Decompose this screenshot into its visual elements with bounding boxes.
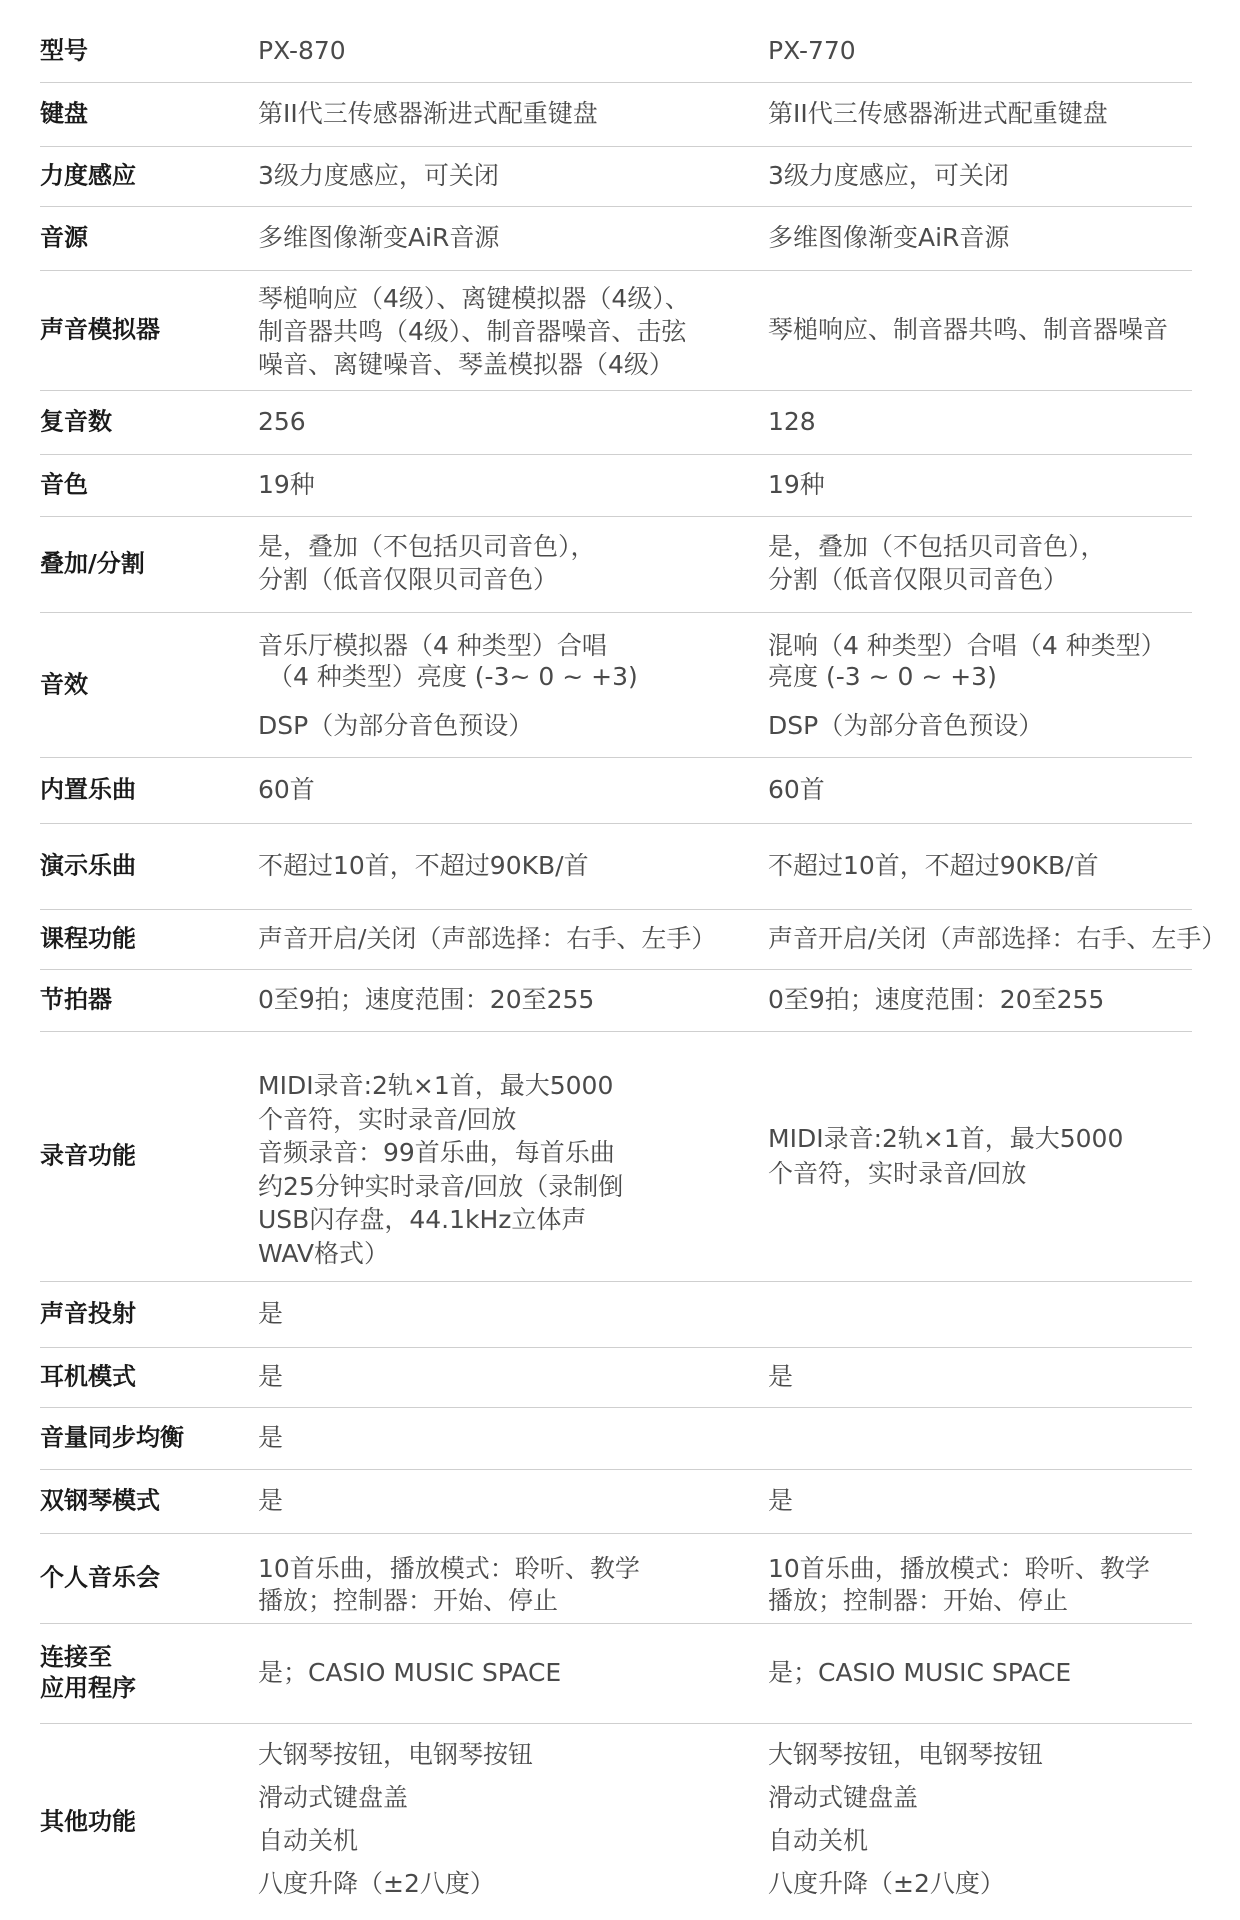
row-label: 演示乐曲 bbox=[40, 851, 136, 880]
px770-value bbox=[768, 984, 1240, 1016]
value-line: 256 bbox=[258, 407, 306, 436]
value-line: 是 bbox=[768, 1362, 794, 1391]
px770-value bbox=[768, 1553, 1240, 1617]
row-label: 录音功能 bbox=[40, 1141, 136, 1170]
value-line: 是 bbox=[258, 1299, 284, 1328]
row-label: 课程功能 bbox=[40, 924, 136, 953]
px870-value bbox=[258, 160, 748, 192]
px770-value bbox=[768, 1121, 1240, 1191]
px770-value bbox=[768, 314, 1240, 346]
value-line: 3级力度感应，可关闭 bbox=[258, 161, 499, 190]
row-label: 力度感应 bbox=[40, 161, 136, 190]
value-line: 制音器共鸣（4级）、制音器噪音、击弦 bbox=[258, 317, 687, 346]
row-label: 键盘 bbox=[40, 99, 88, 128]
value-line: 多维图像渐变AiR音源 bbox=[768, 223, 1010, 252]
value-line: WAV格式） bbox=[258, 1238, 389, 1268]
value-line: 128 bbox=[768, 407, 816, 436]
px770-value bbox=[768, 774, 1240, 806]
px770-value bbox=[768, 160, 1240, 192]
table-row bbox=[40, 1533, 1192, 1624]
value-line: 分割（低音仅限贝司音色） bbox=[258, 565, 559, 594]
px870-value bbox=[258, 923, 748, 955]
table-row bbox=[40, 1407, 1192, 1470]
table-row bbox=[40, 823, 1192, 910]
value-line: 是 bbox=[258, 1423, 284, 1452]
row-label: 复音数 bbox=[40, 407, 112, 436]
table-row bbox=[40, 969, 1192, 1032]
row-label: 型号 bbox=[40, 36, 88, 65]
px870-value bbox=[258, 984, 748, 1016]
table-row bbox=[40, 20, 1192, 83]
px770-value bbox=[768, 406, 1240, 438]
value-line: 第II代三传感器渐进式配重键盘 bbox=[768, 99, 1108, 128]
value-line: 混响（4 种类型）合唱（4 种类型） bbox=[768, 631, 1166, 660]
value-line: 分割（低音仅限贝司音色） bbox=[768, 565, 1069, 594]
px870-value bbox=[258, 530, 748, 596]
value-line: 是；CASIO MUSIC SPACE bbox=[768, 1658, 1072, 1687]
table-row bbox=[40, 1623, 1192, 1724]
row-label: 连接至 应用程序 bbox=[40, 1643, 136, 1702]
px870-value bbox=[258, 469, 748, 501]
table-row bbox=[40, 757, 1192, 824]
value-line: 19种 bbox=[768, 470, 825, 499]
value-line: USB闪存盘，44.1kHz立体声 bbox=[258, 1205, 587, 1234]
value-line: 0至9拍；速度范围：20至255 bbox=[768, 985, 1105, 1014]
value-line: 个音符，实时录音/回放 bbox=[258, 1104, 517, 1134]
row-label: 音色 bbox=[40, 470, 88, 499]
px870-value bbox=[258, 1069, 748, 1270]
row-label: 其他功能 bbox=[40, 1807, 136, 1835]
px870-value bbox=[258, 222, 748, 254]
value-line: 不超过10首，不超过90KB/首 bbox=[258, 851, 589, 880]
value-line: 滑动式键盘盖 bbox=[768, 1783, 919, 1812]
value-line: DSP（为部分音色预设） bbox=[768, 711, 1044, 740]
value-line: 声音开启/关闭（声部选择：右手、左手） bbox=[258, 924, 717, 953]
table-row bbox=[40, 206, 1192, 271]
table-row bbox=[40, 612, 1192, 758]
value-line: 是，叠加（不包括贝司音色）， bbox=[258, 532, 596, 561]
value-line: 噪音、离键噪音、琴盖模拟器（4级） bbox=[258, 350, 674, 379]
value-line: 音频录音：99首乐曲，每首乐曲 bbox=[258, 1138, 615, 1167]
row-label: 音量同步均衡 bbox=[40, 1423, 184, 1452]
row-label: 声音投射 bbox=[40, 1299, 136, 1328]
value-line: 大钢琴按钮，电钢琴按钮 bbox=[258, 1740, 534, 1769]
px770-value bbox=[768, 469, 1240, 501]
value-line: （4 种类型）亮度 (-3~ 0 ~ +3) bbox=[268, 662, 638, 691]
px770-value bbox=[768, 530, 1240, 596]
value-line: 大钢琴按钮，电钢琴按钮 bbox=[768, 1740, 1044, 1769]
value-line: MIDI录音:2轨×1首，最大5000 bbox=[258, 1071, 614, 1100]
value-line: 3级力度感应，可关闭 bbox=[768, 161, 1009, 190]
px870-value bbox=[258, 1361, 748, 1393]
value-line: 0至9拍；速度范围：20至255 bbox=[258, 985, 595, 1014]
row-label: 音效 bbox=[40, 670, 88, 698]
table-row bbox=[40, 1031, 1192, 1282]
px770-value bbox=[768, 850, 1240, 882]
value-line: 是，叠加（不包括贝司音色）， bbox=[768, 532, 1106, 561]
px870-value bbox=[258, 1485, 748, 1517]
px770-value bbox=[768, 1485, 1240, 1517]
px770-value bbox=[768, 630, 1240, 741]
table-row bbox=[40, 516, 1192, 613]
value-line: 八度升降（±2八度） bbox=[258, 1869, 495, 1898]
table-row bbox=[40, 1469, 1192, 1534]
value-line: 琴槌响应（4级）、离键模拟器（4级）、 bbox=[258, 284, 690, 313]
px870-value bbox=[258, 35, 748, 67]
value-line: 音乐厅模拟器（4 种类型）合唱 bbox=[258, 631, 607, 660]
table-row bbox=[40, 1281, 1192, 1348]
row-label: 个人音乐会 bbox=[40, 1563, 160, 1592]
value-line: 是 bbox=[258, 1362, 284, 1391]
row-label: 节拍器 bbox=[40, 985, 112, 1014]
value-line: 自动关机 bbox=[768, 1826, 869, 1855]
px870-value bbox=[258, 282, 748, 381]
value-line: DSP（为部分音色预设） bbox=[258, 711, 534, 740]
px770-value bbox=[768, 1733, 1240, 1905]
px770-value bbox=[768, 222, 1240, 254]
row-label: 声音模拟器 bbox=[40, 315, 160, 344]
value-line: 多维图像渐变AiR音源 bbox=[258, 223, 500, 252]
value-line: 19种 bbox=[258, 470, 315, 499]
px870-value bbox=[258, 1553, 748, 1617]
px770-value bbox=[768, 1361, 1240, 1393]
value-line: 八度升降（±2八度） bbox=[768, 1869, 1005, 1898]
table-row bbox=[40, 390, 1192, 455]
row-label: 耳机模式 bbox=[40, 1362, 136, 1391]
value-line: 是 bbox=[258, 1486, 284, 1515]
px870-value bbox=[258, 1298, 748, 1330]
table-row bbox=[40, 1347, 1192, 1408]
value-line: 亮度 (-3 ~ 0 ~ +3) bbox=[768, 662, 997, 691]
px870-value bbox=[258, 630, 748, 741]
table-row bbox=[40, 270, 1192, 391]
table-row bbox=[40, 82, 1192, 147]
px870-value bbox=[258, 406, 748, 438]
px870-value bbox=[258, 98, 748, 130]
value-line: 播放；控制器：开始、停止 bbox=[768, 1586, 1069, 1615]
value-line: 第II代三传感器渐进式配重键盘 bbox=[258, 99, 598, 128]
table-row bbox=[40, 1723, 1192, 1920]
value-line: 是；CASIO MUSIC SPACE bbox=[258, 1658, 562, 1687]
row-label: 叠加/分割 bbox=[40, 549, 145, 578]
value-line: MIDI录音:2轨×1首，最大5000 bbox=[768, 1124, 1124, 1153]
value-line: 播放；控制器：开始、停止 bbox=[258, 1586, 559, 1615]
table-row bbox=[40, 146, 1192, 207]
value-line: 10首乐曲，播放模式：聆听、教学 bbox=[768, 1554, 1150, 1583]
value-line: 琴槌响应、制音器共鸣、制音器噪音 bbox=[768, 315, 1169, 344]
px870-value bbox=[258, 1733, 748, 1905]
table-row bbox=[40, 454, 1192, 517]
value-line: 60首 bbox=[258, 775, 315, 804]
value-line: 自动关机 bbox=[258, 1826, 359, 1855]
px770-value bbox=[768, 98, 1240, 130]
value-line: 60首 bbox=[768, 775, 825, 804]
value-line: 滑动式键盘盖 bbox=[258, 1783, 409, 1812]
value-line: PX-870 bbox=[258, 36, 346, 65]
row-label: 双钢琴模式 bbox=[40, 1486, 160, 1515]
px770-value bbox=[768, 923, 1240, 955]
value-line: 个音符，实时录音/回放 bbox=[768, 1159, 1027, 1188]
row-label: 音源 bbox=[40, 223, 88, 252]
px870-value bbox=[258, 1422, 748, 1454]
value-line: 10首乐曲，播放模式：聆听、教学 bbox=[258, 1554, 640, 1583]
px870-value bbox=[258, 850, 748, 882]
value-line: 声音开启/关闭（声部选择：右手、左手） bbox=[768, 924, 1227, 953]
value-line: 是 bbox=[768, 1486, 794, 1515]
px870-value bbox=[258, 1657, 748, 1689]
value-line: PX-770 bbox=[768, 36, 856, 65]
value-line: 约25分钟实时录音/回放（录制倒 bbox=[258, 1171, 624, 1201]
row-label: 内置乐曲 bbox=[40, 775, 136, 804]
px770-value bbox=[768, 1657, 1240, 1689]
px770-value bbox=[768, 35, 1240, 67]
table-row bbox=[40, 909, 1227, 970]
value-line: 不超过10首，不超过90KB/首 bbox=[768, 851, 1099, 880]
px870-value bbox=[258, 774, 748, 806]
